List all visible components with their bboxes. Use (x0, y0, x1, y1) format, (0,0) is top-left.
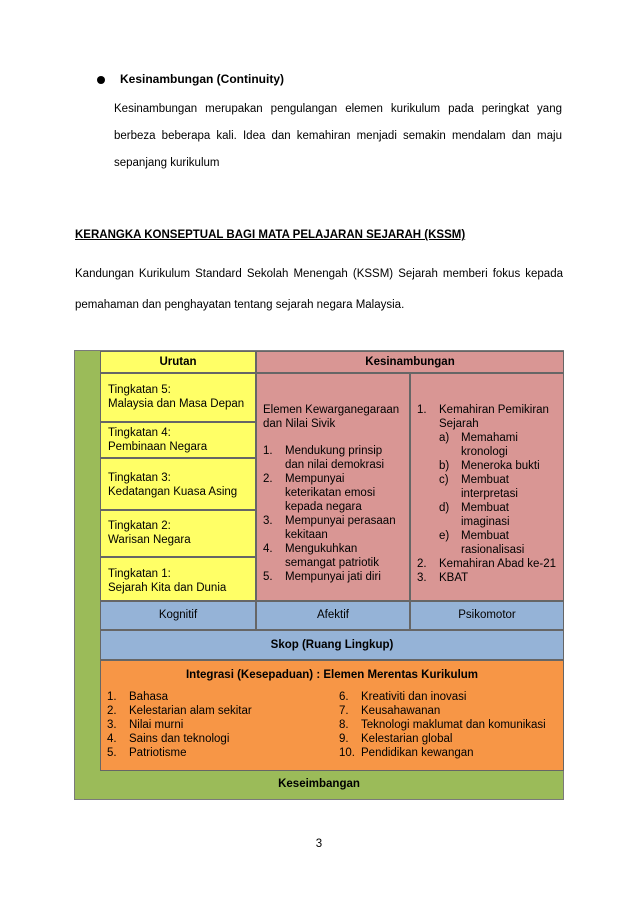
scope-row: Skop (Ruang Lingkup) (100, 630, 564, 660)
list-item: 3. Nilai murni (107, 719, 184, 731)
domain-kognitif: Kognitif (100, 601, 256, 630)
level-subtitle: Kedatangan Kuasa Asing (108, 486, 238, 498)
level-title: Tingkatan 5: (108, 384, 171, 396)
list-item: 2. Kemahiran Abad ke-21 (417, 558, 556, 570)
level-item (100, 458, 256, 510)
level-title: Tingkatan 4: (108, 427, 171, 439)
list-item: 5. Patriotisme (107, 747, 187, 759)
integration-box (100, 660, 564, 771)
level-item (100, 373, 256, 422)
framework-diagram (74, 350, 564, 800)
list-item: 4. Sains dan teknologi (107, 733, 230, 745)
level-title: Tingkatan 3: (108, 472, 171, 484)
list-item: a) Memahami kronologi (439, 432, 518, 458)
integration-title: Integrasi (Kesepaduan) : Elemen Merentas Kurikulum (185, 669, 479, 681)
list-item: 1. Kemahiran Pemikiran Sejarah a) Memahami kronologi b) Meneroka bukti c) Membuat interpretasi d) Membuat imaginasi e) Membuat rasionalisasi (417, 403, 557, 557)
civic-elements-box (256, 373, 410, 601)
list-item: 1. Mendukung prinsip dan nilai demokrasi (263, 445, 385, 471)
list-item: e) Membuat rasionalisasi (439, 530, 525, 556)
list-item: 3. KBAT (417, 572, 469, 584)
section-heading: KERANGKA KONSEPTUAL BAGI MATA PELAJARAN SEJARAH (KSSM) (75, 229, 466, 241)
list-item: 4. Mengukuhkan semangat patriotik (263, 543, 379, 569)
list-item: 10. Pendidikan kewangan (339, 747, 474, 759)
urutan-header: Urutan (100, 351, 256, 373)
skills-box (410, 373, 564, 601)
list-item: c) Membuat interpretasi (439, 474, 518, 500)
continuity-title: Kesinambungan (Continuity) (120, 72, 284, 86)
list-item: 6. Kreativiti dan inovasi (339, 691, 467, 703)
kesinambungan-header: Kesinambungan (256, 351, 564, 373)
civic-title: Elemen Kewarganegaraan dan Nilai Sivik (263, 404, 400, 430)
bullet-icon (97, 76, 105, 84)
level-item (100, 422, 256, 458)
balance-label: Keseimbangan (278, 778, 360, 790)
level-title: Tingkatan 2: (108, 520, 171, 532)
list-item: 2. Kelestarian alam sekitar (107, 705, 252, 717)
list-item: 8. Teknologi maklumat dan komunikasi (339, 719, 546, 731)
domain-afektif: Afektif (256, 601, 410, 630)
continuity-paragraph: Kesinambungan merupakan pengulangan elemen kurikulum pada peringkat yang berbeza beberapa kali. Idea dan kemahiran menjadi semakin mendalam dan maju sepanjang kurikulum (114, 103, 562, 169)
page-number: 3 (315, 838, 323, 850)
level-subtitle: Pembinaan Negara (108, 441, 208, 453)
list-item: d) Membuat imaginasi (439, 502, 510, 528)
list-item: 7. Keusahawanan (339, 705, 441, 717)
list-item: 3. Mempunyai perasaan kekitaan (263, 515, 396, 541)
list-item: 5. Mempunyai jati diri (263, 571, 381, 583)
list-item: 9. Kelestarian global (339, 733, 453, 745)
intro-paragraph: Kandungan Kurikulum Standard Sekolah Menengah (KSSM) Sejarah memberi fokus kepada pemahaman dan penghayatan tentang sejarah negara Malaysia. (75, 268, 563, 311)
list-item: b) Meneroka bukti (439, 460, 540, 472)
level-subtitle: Sejarah Kita dan Dunia (108, 582, 227, 594)
level-item (100, 510, 256, 557)
level-subtitle: Warisan Negara (108, 534, 191, 546)
list-item: 2. Mempunyai keterikatan emosi kepada negara (263, 473, 376, 513)
level-subtitle: Malaysia dan Masa Depan (108, 398, 245, 410)
level-item (100, 557, 256, 601)
list-item: 1. Bahasa (107, 691, 169, 703)
level-title: Tingkatan 1: (108, 568, 171, 580)
domain-psikomotor: Psikomotor (410, 601, 564, 630)
